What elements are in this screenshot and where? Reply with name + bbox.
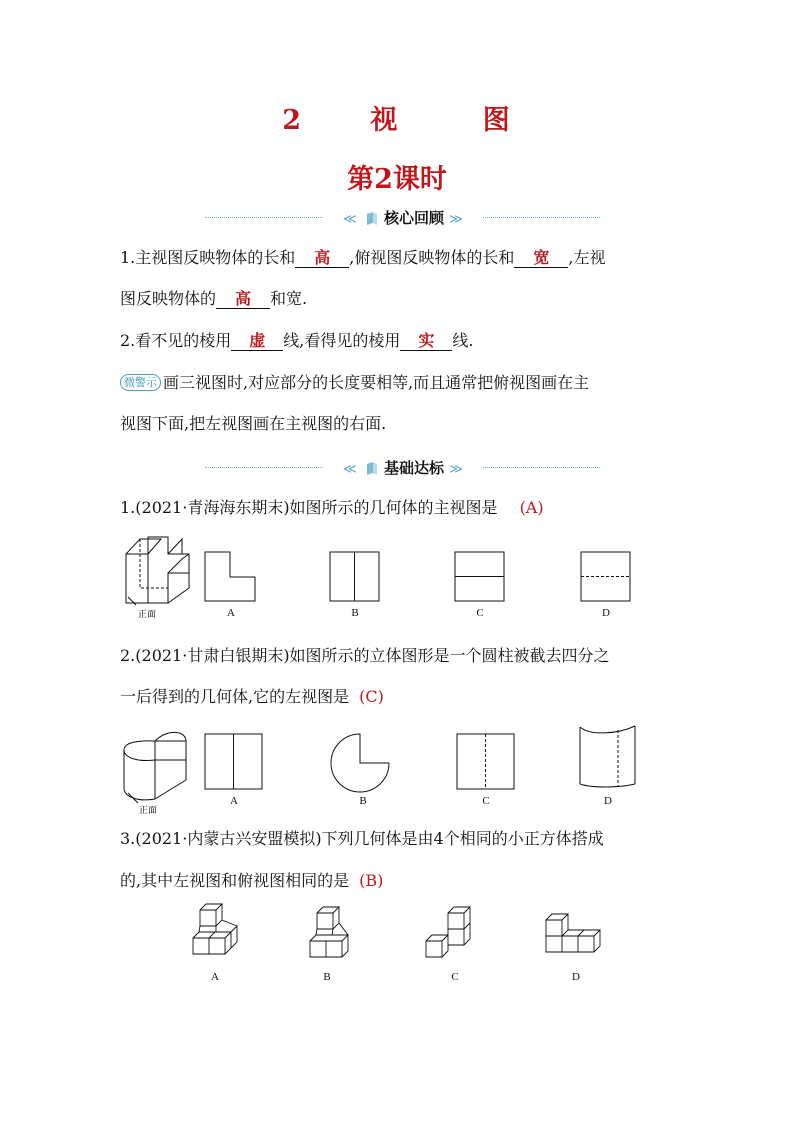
front-label: 正面 (138, 610, 157, 620)
front-label: 正面 (139, 806, 158, 816)
section-banner-basic (205, 456, 600, 480)
tip-line-2: 视图下面,把左视图画在主视图的右面. (120, 414, 387, 433)
option-a-cube-stack (187, 908, 243, 963)
option-label-d: D (602, 607, 610, 619)
review-item-1-cont: 图反映物体的 高 和宽. (120, 289, 308, 308)
title-number: 2 (282, 105, 303, 136)
book-icon (366, 461, 378, 475)
warning-badge: 微警示 (120, 374, 161, 391)
option-label-d: D (572, 971, 580, 983)
chevron-left-icon: ≪ (343, 212, 357, 227)
review-item-2: 2.看不见的棱用 虚 线,看得见的棱用 实 线. (120, 331, 474, 350)
problem-2-stem-1: 2.(2021·甘肃白银期末)如图所示的立体图形是一个圆柱被截去四分之 (120, 646, 610, 665)
option-c-cube-stack (422, 905, 478, 963)
problem-2-stem-2: 一后得到的几何体,它的左视图是 (C) (120, 687, 384, 706)
option-c-split-square (454, 551, 505, 602)
tip-line-1: 微警示 画三视图时,对应部分的长度要相等,而且通常把俯视图画在主 (120, 373, 589, 393)
option-label-a: A (227, 607, 235, 619)
section-banner-review (205, 206, 600, 230)
problem-answer: (B) (359, 871, 384, 890)
option-b-split-square (329, 551, 380, 602)
answer-blank: 高 (216, 290, 270, 309)
option-label-b: B (359, 795, 367, 807)
chevron-right-icon: ≫ (449, 212, 463, 227)
title-char-1: 视 (370, 105, 400, 136)
option-label-c: C (451, 971, 459, 983)
chevron-right-icon: ≫ (449, 462, 463, 477)
answer-blank: 高 (295, 249, 349, 268)
option-label-c: C (482, 795, 490, 807)
option-label-a: A (230, 795, 238, 807)
section-heading: 核心回顾 (383, 209, 444, 227)
option-c-dashed-rectangle (456, 733, 516, 791)
option-d-cube-stack (543, 912, 611, 964)
option-b-cube-stack (306, 908, 362, 963)
option-label-b: B (351, 607, 359, 619)
problem-3-stem-1: 3.(2021·内蒙古兴安盟模拟)下列几何体是由4个相同的小正方体搭成 (120, 829, 604, 848)
option-d-curved-view (578, 724, 638, 794)
problem-1-stem: 1.(2021·青海海东期末)如图所示的几何体的主视图是 (A) (120, 498, 544, 517)
option-label-c: C (476, 607, 484, 619)
chevron-left-icon: ≪ (343, 462, 357, 477)
title-char-2: 图 (482, 105, 512, 136)
problem-answer: (A) (519, 498, 544, 517)
answer-blank: 实 (400, 332, 452, 351)
option-label-b: B (323, 971, 331, 983)
lesson-subtitle: 第2课时 (347, 164, 447, 195)
cut-cylinder-figure (120, 723, 200, 816)
option-a-rectangle (204, 733, 264, 791)
option-b-three-quarter-circle (329, 733, 391, 793)
problem-answer: (C) (359, 687, 384, 706)
option-label-a: A (211, 971, 219, 983)
section-heading: 基础达标 (383, 459, 444, 477)
l-shaped-solid-figure (120, 535, 200, 620)
lesson-title (0, 98, 794, 137)
review-item-1: 1.主视图反映物体的长和 高 ,俯视图反映物体的长和 宽 ,左视 (120, 248, 606, 267)
option-d-dashed-square (580, 551, 631, 602)
answer-blank: 虚 (231, 332, 283, 351)
option-label-d: D (604, 795, 612, 807)
problem-3-stem-2: 的,其中左视图和俯视图相同的是 (B) (120, 871, 384, 890)
answer-blank: 宽 (514, 249, 568, 268)
option-a-l-shape (204, 551, 256, 602)
book-icon (366, 211, 378, 225)
